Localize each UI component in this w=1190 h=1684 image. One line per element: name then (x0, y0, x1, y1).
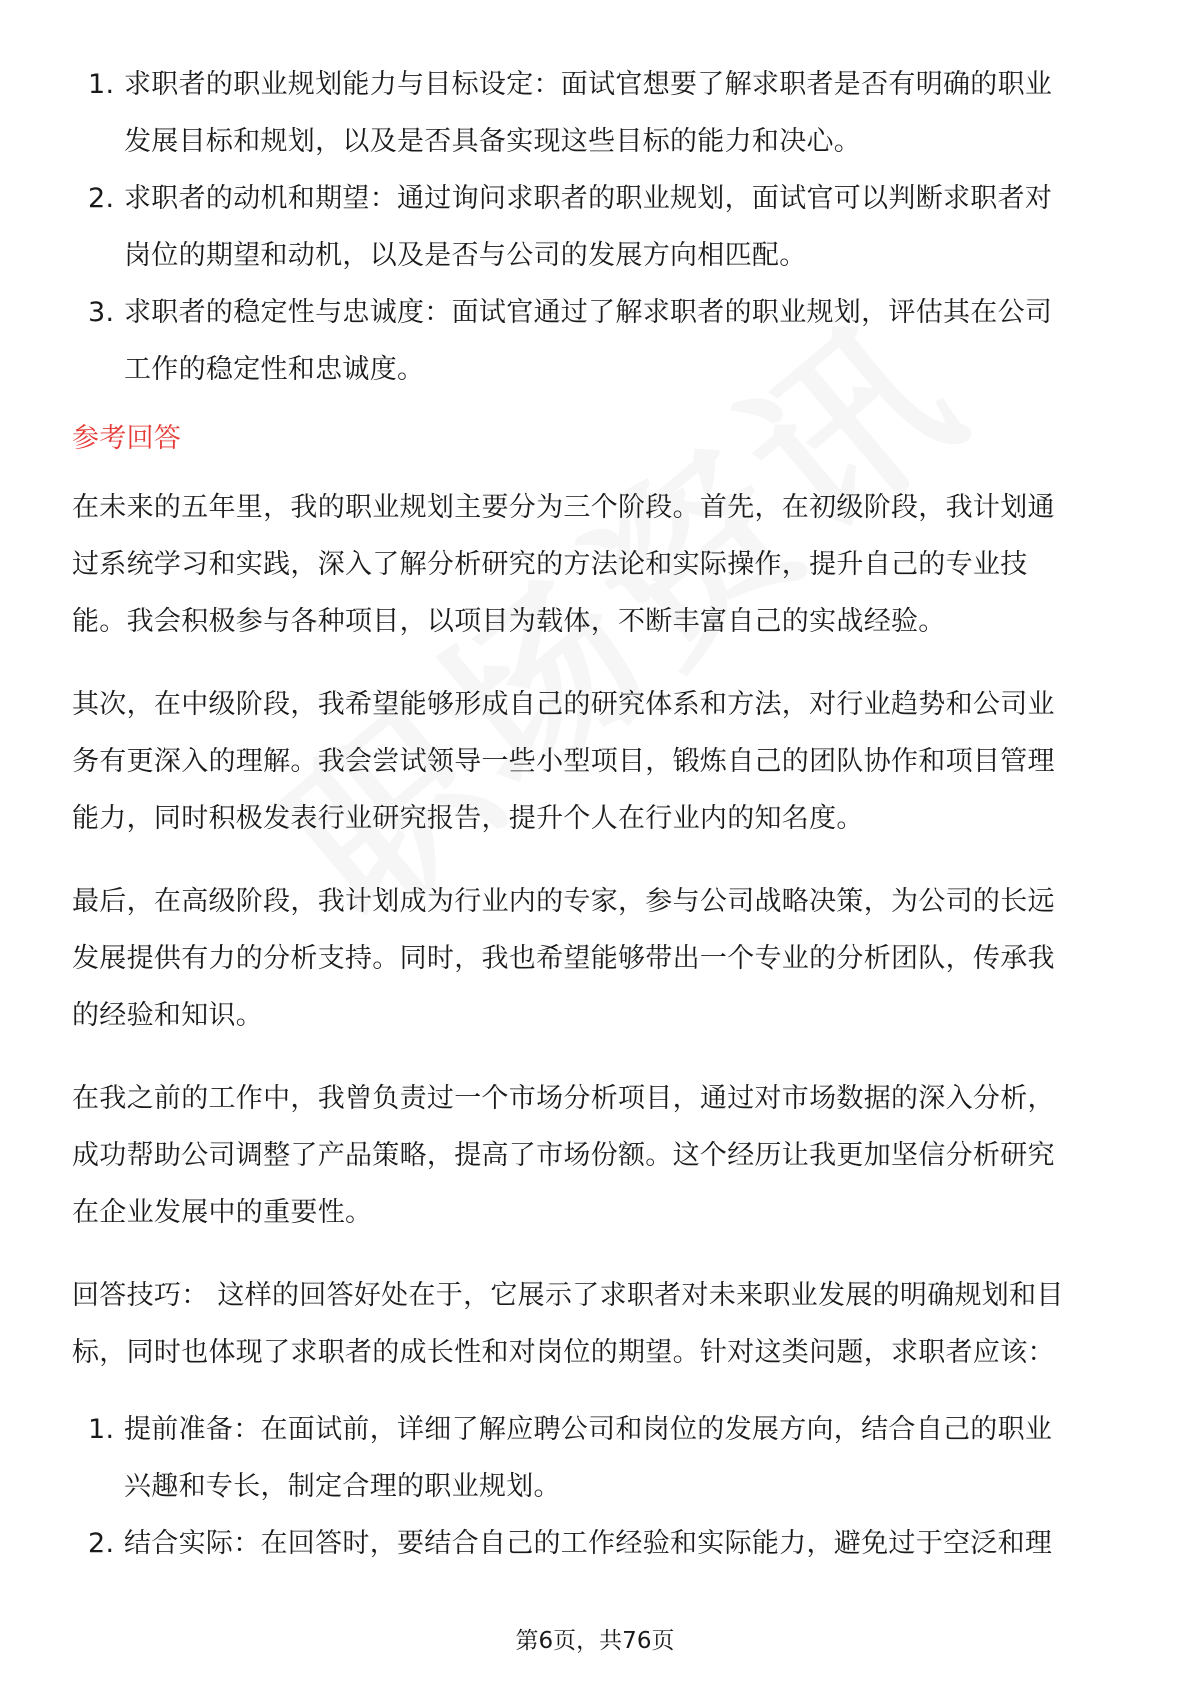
paragraph-line: 标，同时也体现了求职者的成长性和对岗位的期望。针对这类问题，求职者应该： (72, 1337, 1055, 1368)
list-text: 兴趣和专长，制定合理的职业规划。 (124, 1471, 561, 1502)
interviewer-intent-list (72, 56, 1122, 398)
list-item (72, 56, 1122, 170)
paragraph-line: 发展提供有力的分析支持。同时，我也希望能够带出一个专业的分析团队，传承我 (72, 943, 1055, 974)
list-text: 求职者的动机和期望：通过询问求职者的职业规划，面试官可以判断求职者对 (124, 183, 1053, 214)
list-number: 2. (88, 183, 115, 214)
answer-paragraph (72, 479, 1122, 650)
paragraph-line: 在未来的五年里，我的职业规划主要分为三个阶段。首先，在初级阶段，我计划通 (72, 492, 1055, 523)
list-number: 2. (88, 1528, 115, 1559)
paragraph-line: 过系统学习和实践，深入了解分析研究的方法论和实际操作，提升自己的专业技 (72, 549, 1028, 580)
list-number: 1. (88, 1414, 115, 1445)
list-text: 发展目标和规划，以及是否具备实现这些目标的能力和决心。 (124, 126, 862, 157)
paragraph-line: 能力，同时积极发表行业研究报告，提升个人在行业内的知名度。 (72, 803, 864, 834)
list-text: 求职者的职业规划能力与目标设定：面试官想要了解求职者是否有明确的职业 (124, 69, 1053, 100)
paragraph-line: 回答技巧： 这样的回答好处在于，它展示了求职者对未来职业发展的明确规划和目 (72, 1280, 1064, 1311)
list-text: 提前准备：在面试前，详细了解应聘公司和岗位的发展方向，结合自己的职业 (124, 1414, 1053, 1445)
answer-paragraph (72, 873, 1122, 1044)
list-item (72, 1401, 1122, 1515)
list-number: 1. (88, 69, 115, 100)
list-text: 岗位的期望和动机，以及是否与公司的发展方向相匹配。 (124, 240, 807, 271)
page-footer: 第6页，共76页 (515, 1628, 675, 1654)
list-text: 求职者的稳定性与忠诚度：面试官通过了解求职者的职业规划，评估其在公司 (124, 297, 1053, 328)
paragraph-line: 其次，在中级阶段，我希望能够形成自己的研究体系和方法，对行业趋势和公司业 (72, 689, 1055, 720)
paragraph-line: 能。我会积极参与各种项目，以项目为载体，不断丰富自己的实战经验。 (72, 606, 946, 637)
answer-paragraph (72, 676, 1122, 847)
section-title: 参考回答 (72, 423, 182, 454)
list-item (72, 170, 1122, 284)
answer-paragraph (72, 1070, 1122, 1241)
paragraph-line: 最后，在高级阶段，我计划成为行业内的专家，参与公司战略决策，为公司的长远 (72, 886, 1055, 917)
tips-list (72, 1401, 1122, 1572)
answer-tips-paragraph (72, 1267, 1122, 1381)
paragraph-line: 务有更深入的理解。我会尝试领导一些小型项目，锻炼自己的团队协作和项目管理 (72, 746, 1055, 777)
paragraph-line: 的经验和知识。 (72, 1000, 264, 1031)
paragraph-line: 在企业发展中的重要性。 (72, 1197, 373, 1228)
paragraph-line: 成功帮助公司调整了产品策略，提高了市场份额。这个经历让我更加坚信分析研究 (72, 1140, 1055, 1171)
list-item (72, 1515, 1122, 1572)
page-content (72, 56, 1122, 1572)
list-item (72, 284, 1122, 398)
paragraph-line: 在我之前的工作中，我曾负责过一个市场分析项目，通过对市场数据的深入分析， (72, 1083, 1055, 1114)
list-text: 结合实际：在回答时，要结合自己的工作经验和实际能力，避免过于空泛和理 (124, 1528, 1053, 1559)
list-text: 工作的稳定性和忠诚度。 (124, 354, 425, 385)
list-number: 3. (88, 297, 115, 328)
